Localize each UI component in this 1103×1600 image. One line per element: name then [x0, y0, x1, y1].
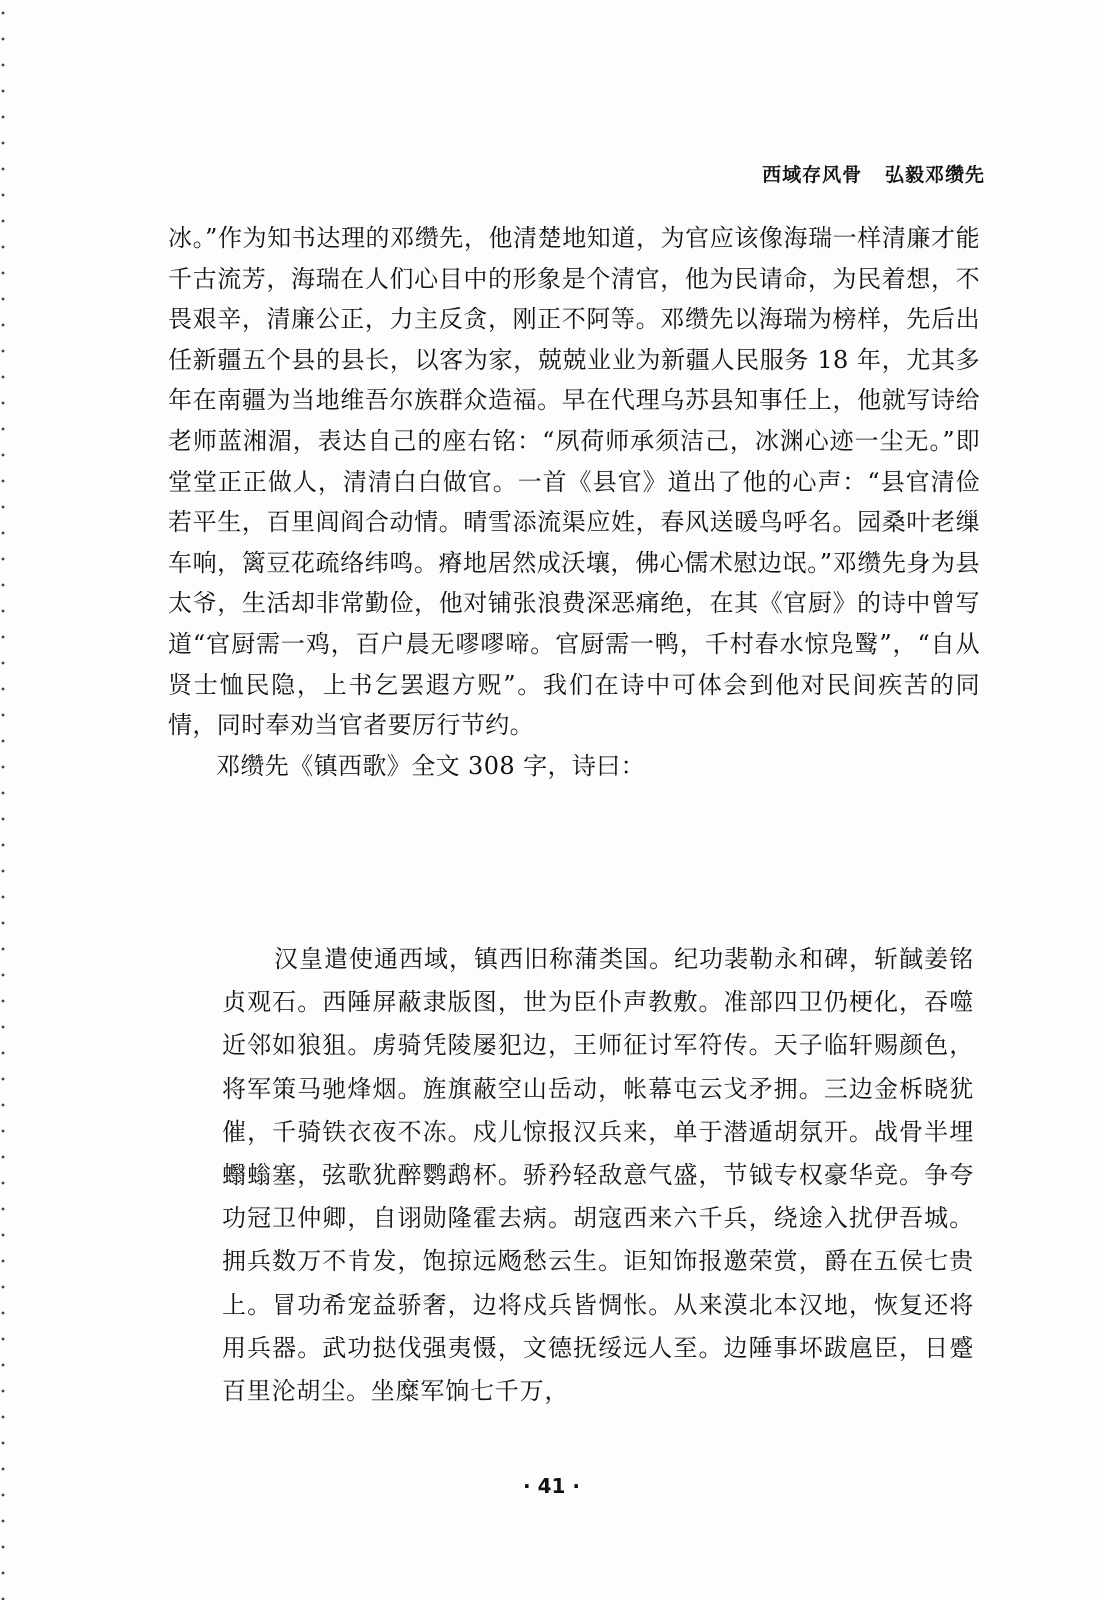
body-paragraph-1: 冰。”作为知书达理的邓缵先，他清楚地知道，为官应该像海瑞一样清廉才能千古流芳，海瑞在人们心目中的形象是个清官，他为民请命，为民着想，不畏艰辛，清廉公正，力主反贪，刚正不阿等。邓缵先以海瑞为榜样，先后出任新疆五个县的县长，以客为家，兢兢业业为新疆人民服务 18 年，尤其多年在南疆为当地维吾尔族群众造福。早在代理乌苏县知事任上，他就写诗给老师蓝湘湄，表达自己的座右铭：“夙荷师承须洁己，冰渊心迹一尘无。”即堂堂正正做人，清清白白做官。一首《县官》道出了他的心声：“县官清俭若平生，百里闾阎合动情。晴雪添流渠应姓，春风送暖鸟呼名。园桑叶老缫车响，篱豆花疏络纬鸣。瘠地居然成沃壤，佛心儒术慰边氓。”邓缵先身为县太爷，生活却非常勤俭，他对铺张浪费深恶痛绝，在其《官厨》的诗中曾写道“官厨需一鸡，百户晨无嘐嘐啼。官厨需一鸭，千村春水惊凫鹥”，“自从贤士恤民隐，上书乞罢遐方贶”。我们在诗中可体会到他对民间疾苦的同情，同时奉劝当官者要厉行节约。: [168, 224, 980, 740]
page-number: · 41 ·: [523, 1474, 580, 1498]
binding-edge-dots: [0, 0, 6, 1600]
running-head: 西域存风骨 弘毅邓缵先: [762, 164, 985, 186]
poem-block: [222, 938, 974, 1413]
body-paragraph-2: 邓缵先《镇西歌》全文 308 字，诗曰：: [216, 751, 646, 780]
poem-text: 汉皇遣使通西域，镇西旧称蒲类国。纪功裴勒永和碑，斩馘姜铭贞观石。西陲屏蔽隶版图，世为臣仆声教敷。准部四卫仍梗化，吞噬近邻如狼狙。虏骑凭陵屡犯边，王师征讨军符传。天子临轩赐颜色，将军策马驰烽烟。旌旗蔽空山岳动，帐幕屯云戈矛拥。三边金柝晓犹催，千骑铁衣夜不冻。戍儿惊报汉兵来，单于潜遁胡氛开。战骨半埋蠮螉塞，弦歌犹醉鹦鹉杯。骄矜轻敌意气盛，节钺专权豪华竞。争夸功冠卫仲卿，自诩勋隆霍去病。胡寇西来六千兵，绕途入扰伊吾城。拥兵数万不肯发，饱掠远飏愁云生。讵知饰报邀荣赏，爵在五侯七贵上。冒功希宠益骄奢，边将戍兵皆惆怅。从来漠北本汉地，恢复还将用兵器。武功挞伐强夷慑，文德抚绥远人至。边陲事坏跋扈臣，日蹙百里沦胡尘。坐糜军饷七千万，: [222, 945, 974, 1406]
body-text: [168, 218, 980, 786]
